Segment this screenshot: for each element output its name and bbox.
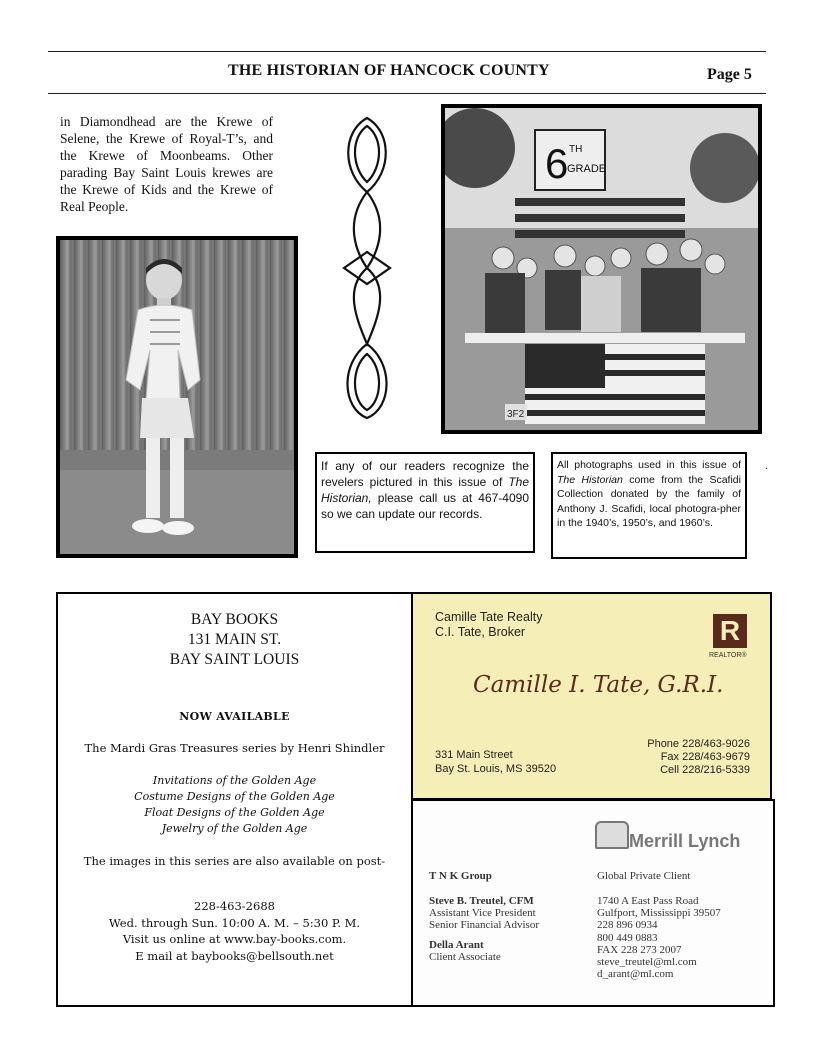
callout-readers-text: If any of our readers recognize the revelers pictured in this issue of bbox=[321, 459, 529, 489]
book-title: Jewelry of the Golden Age bbox=[161, 822, 308, 835]
tate-street: 331 Main Street bbox=[435, 749, 513, 761]
ml-phone: 228 896 0934 bbox=[597, 919, 658, 932]
intro-paragraph: in Diamondhead are the Krewe of Selene, the Krewe of Royal-T’s, and the Krewe of Moonbeams. Other parading Bay Saint Louis krewes are the Krewe of Kids and the Krewe of Real People. bbox=[60, 114, 273, 214]
tate-cell: Cell 228/216-5339 bbox=[660, 764, 750, 776]
ml-fax: FAX 228 273 2007 bbox=[597, 943, 682, 956]
sign-digit: 6 bbox=[545, 140, 569, 187]
bay-books-ad bbox=[56, 592, 413, 1007]
parade-photo-image bbox=[445, 108, 758, 430]
sign-suffix: TH bbox=[569, 144, 583, 155]
realtor-logo-letter: R bbox=[719, 615, 741, 646]
header-bottom-rule bbox=[48, 93, 766, 94]
ml-email: d_arant@ml.com bbox=[597, 968, 674, 981]
book-title: Costume Designs of the Golden Age bbox=[134, 790, 335, 803]
ml-assoc-title: Client Associate bbox=[429, 950, 501, 963]
tate-realty-card bbox=[411, 592, 772, 800]
tate-fax: Fax 228/463-9679 bbox=[660, 751, 750, 763]
book-title: Float Designs of the Golden Age bbox=[144, 806, 325, 819]
bookstore-street: 131 MAIN ST. bbox=[187, 631, 282, 648]
float-plate: 3F2 bbox=[507, 409, 525, 420]
now-available-heading: NOW AVAILABLE bbox=[179, 710, 290, 723]
callout-photos-italic: The Historian bbox=[557, 473, 623, 486]
callout-readers-text-end: please call us at 467-4090 so we can update our records. bbox=[321, 491, 529, 521]
callout-photos-text-end: come from the Scafidi Collection donated by the family of Anthony J. Scafidi, local photogra-pher in the 1940’s, 1950’s, and 1960’s. bbox=[557, 473, 741, 529]
tate-broker: C.I. Tate, Broker bbox=[435, 625, 526, 639]
boy-photo-image bbox=[60, 240, 294, 554]
callout-readers-italic: The Historian, bbox=[321, 475, 529, 505]
tate-company: Camille Tate Realty bbox=[435, 610, 543, 624]
ml-division: Global Private Client bbox=[597, 870, 691, 882]
callout-photos-text: All photographs used in this issue of bbox=[557, 459, 741, 471]
ml-address: 1740 A East Pass Road bbox=[597, 895, 699, 907]
realtor-logo-icon bbox=[713, 614, 747, 648]
page-number: Page 5 bbox=[707, 66, 752, 83]
sign-grade: GRADE bbox=[567, 163, 607, 175]
bull-logo-icon bbox=[595, 821, 629, 849]
merrill-lynch-card bbox=[411, 799, 775, 1007]
tate-phone: Phone 228/463-9026 bbox=[647, 738, 750, 750]
parade-float-photo bbox=[441, 104, 762, 434]
ml-address: Gulfport, Mississippi 39507 bbox=[597, 907, 721, 920]
tate-name: Camille I. Tate, G.R.I. bbox=[473, 672, 724, 698]
ml-email: steve_treutel@ml.com bbox=[597, 956, 697, 969]
ml-group: T N K Group bbox=[429, 870, 492, 882]
boy-costume-photo bbox=[56, 236, 298, 558]
merrill-lynch-brand: Merrill Lynch bbox=[629, 831, 741, 851]
realtor-label: REALTOR® bbox=[709, 652, 747, 659]
decorative-ornament-icon bbox=[334, 112, 400, 424]
header-top-rule bbox=[48, 51, 766, 52]
postcard-note: The images in this series are also available on post- bbox=[83, 854, 386, 868]
bookstore-website: Visit us online at www.bay-books.com. bbox=[122, 932, 347, 946]
stray-mark: . bbox=[765, 458, 768, 472]
bookstore-hours: Wed. through Sun. 10:00 A. M. – 5:30 P. M. bbox=[108, 915, 361, 930]
bookstore-name: BAY BOOKS bbox=[190, 611, 279, 628]
photo-credits-callout bbox=[551, 452, 747, 559]
bookstore-phone: 228-463-2688 bbox=[194, 899, 275, 913]
ml-phone: 800 449 0883 bbox=[597, 931, 658, 944]
ml-rep-name: Steve B. Treutel, CFM bbox=[429, 895, 534, 907]
series-description: The Mardi Gras Treasures series by Henri Shindler bbox=[84, 741, 385, 755]
readers-recognize-callout bbox=[315, 452, 535, 553]
ml-rep-title: Assistant Vice President bbox=[429, 907, 536, 920]
bookstore-city: BAY SAINT LOUIS bbox=[169, 651, 300, 668]
ml-assoc-name: Della Arant bbox=[429, 938, 484, 951]
ml-rep-title: Senior Financial Advisor bbox=[429, 919, 539, 932]
bookstore-email: E mail at baybooks@bellsouth.net bbox=[135, 948, 334, 963]
newsletter-title: THE HISTORIAN OF HANCOCK COUNTY bbox=[228, 62, 550, 79]
tate-city: Bay St. Louis, MS 39520 bbox=[435, 763, 557, 775]
book-title: Invitations of the Golden Age bbox=[152, 774, 317, 787]
